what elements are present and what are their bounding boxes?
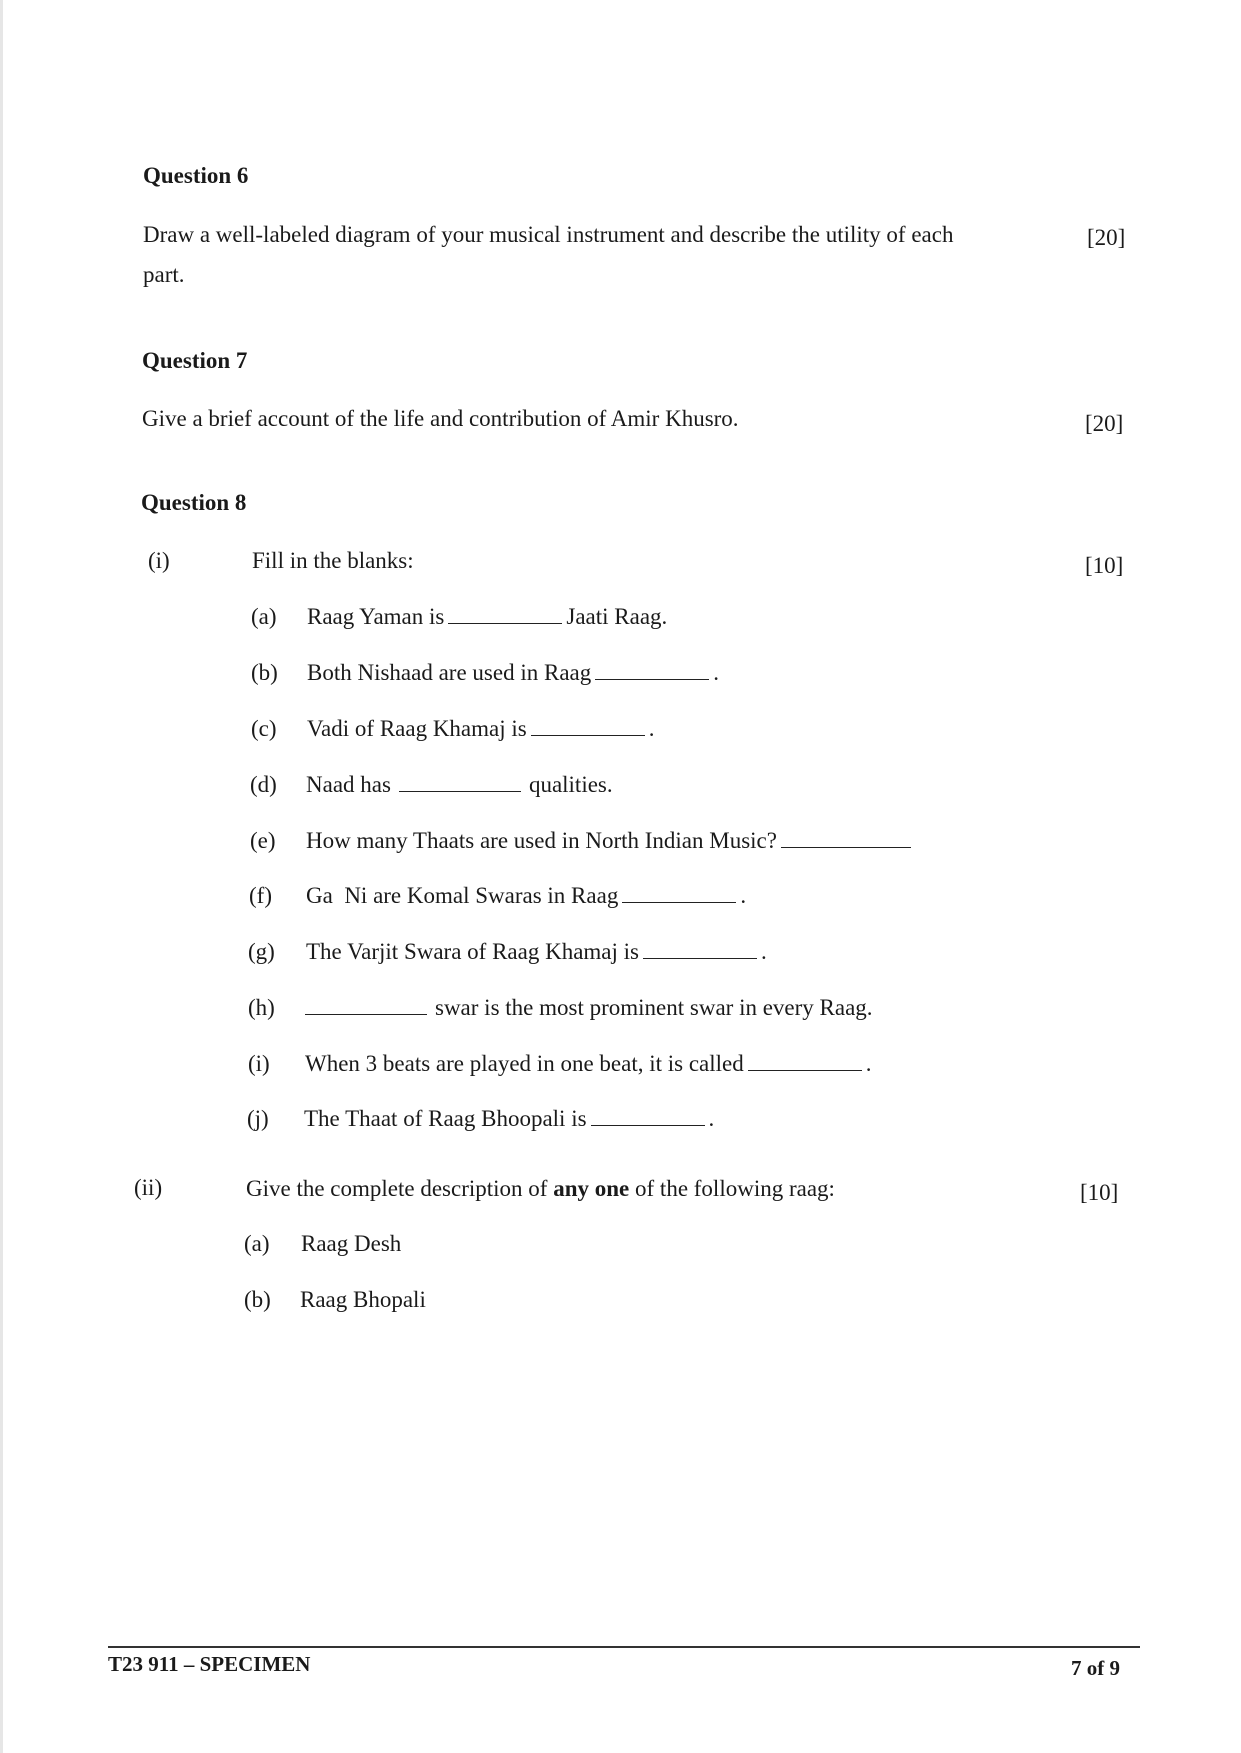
blank-item-text: How many Thaats are used in North Indian Music? bbox=[306, 828, 777, 853]
blank-item-a bbox=[307, 604, 667, 630]
blank-item-text-after: . bbox=[708, 1106, 715, 1131]
blank-item-label: (j) bbox=[247, 1106, 269, 1131]
blank-item-label: (e) bbox=[250, 828, 276, 853]
answer-blank[interactable] bbox=[595, 661, 709, 680]
paper-code: T23 911 – SPECIMEN bbox=[108, 1652, 311, 1676]
option-text: Raag Desh bbox=[301, 1231, 402, 1256]
blank-item-h bbox=[305, 995, 873, 1021]
footer-rule bbox=[108, 1646, 1140, 1648]
answer-blank[interactable] bbox=[531, 717, 645, 736]
option-text: Raag Bhopali bbox=[300, 1287, 426, 1312]
blank-item-label: (d) bbox=[250, 772, 277, 797]
part-ii-text-bold: any one bbox=[553, 1176, 630, 1201]
blank-item-text-after: . bbox=[648, 716, 655, 741]
answer-blank[interactable] bbox=[399, 773, 521, 792]
blank-item-label: (f) bbox=[249, 883, 272, 908]
blank-item-text: When 3 beats are played in one beat, it is called bbox=[305, 1051, 744, 1076]
option-label: (b) bbox=[244, 1287, 271, 1312]
blank-item-text: The Thaat of Raag Bhoopali is bbox=[304, 1106, 587, 1131]
answer-blank[interactable] bbox=[305, 996, 427, 1015]
question-6-marks: [20] bbox=[1087, 225, 1126, 250]
part-ii-marks: [10] bbox=[1080, 1180, 1119, 1205]
part-i-marks: [10] bbox=[1085, 553, 1124, 578]
blank-item-text-after: . bbox=[865, 1051, 872, 1076]
blank-item-label: (h) bbox=[248, 995, 275, 1020]
question-6-heading: Question 6 bbox=[143, 163, 249, 188]
blank-item-text-after: . bbox=[713, 660, 719, 685]
blank-item-label: (c) bbox=[251, 716, 277, 741]
blank-item-label: (g) bbox=[248, 939, 275, 964]
part-ii-text-post: of the following raag: bbox=[635, 1176, 835, 1201]
blank-item-d bbox=[306, 772, 613, 798]
part-ii-label: (ii) bbox=[134, 1175, 163, 1200]
blank-item-text-after: . bbox=[740, 883, 747, 908]
question-7-text: Give a brief account of the life and contribution of Amir Khusro. bbox=[142, 406, 739, 431]
question-7-marks: [20] bbox=[1085, 411, 1124, 436]
answer-blank[interactable] bbox=[448, 605, 562, 624]
blank-item-i bbox=[305, 1051, 872, 1077]
blank-item-text: Naad has bbox=[306, 772, 391, 797]
page-number: 7 of 9 bbox=[1071, 1656, 1120, 1680]
blank-item-text: Ga Ni are Komal Swaras in Raag bbox=[306, 883, 619, 908]
blank-item-g bbox=[306, 939, 767, 965]
blank-item-text-after: swar is the most prominent swar in every Raag. bbox=[435, 995, 873, 1020]
answer-blank[interactable] bbox=[643, 940, 757, 959]
blank-item-text: Vadi of Raag Khamaj is bbox=[307, 716, 527, 741]
part-i-label: (i) bbox=[148, 548, 170, 573]
part-ii-text-pre: Give the complete description of bbox=[246, 1176, 548, 1201]
blank-item-j bbox=[304, 1106, 714, 1132]
page-left-edge bbox=[0, 0, 3, 1753]
blank-item-text: Raag Yaman is bbox=[307, 604, 445, 629]
part-i-text: Fill in the blanks: bbox=[252, 548, 414, 573]
answer-blank[interactable] bbox=[591, 1107, 705, 1126]
question-8-heading: Question 8 bbox=[141, 490, 247, 515]
answer-blank[interactable] bbox=[781, 829, 911, 848]
blank-item-text-after: . bbox=[760, 939, 767, 964]
part-ii-text bbox=[246, 1176, 835, 1202]
blank-item-text: The Varjit Swara of Raag Khamaj is bbox=[306, 939, 639, 964]
question-6-text-line2: part. bbox=[143, 262, 185, 287]
question-6-text-line1: Draw a well-labeled diagram of your musical instrument and describe the utility of each bbox=[143, 222, 954, 247]
blank-item-text-after: qualities. bbox=[528, 772, 613, 797]
blank-item-label: (b) bbox=[251, 660, 278, 685]
option-label: (a) bbox=[244, 1231, 270, 1256]
blank-item-e bbox=[306, 828, 915, 854]
blank-item-c bbox=[307, 716, 654, 742]
blank-item-text-after: Jaati Raag. bbox=[566, 604, 668, 629]
answer-blank[interactable] bbox=[622, 884, 736, 903]
blank-item-f bbox=[306, 883, 746, 909]
blank-item-text: Both Nishaad are used in Raag bbox=[307, 660, 592, 685]
question-7-heading: Question 7 bbox=[142, 348, 248, 373]
blank-item-label: (i) bbox=[248, 1051, 270, 1076]
answer-blank[interactable] bbox=[748, 1052, 862, 1071]
blank-item-b bbox=[307, 660, 719, 686]
blank-item-label: (a) bbox=[251, 604, 277, 629]
